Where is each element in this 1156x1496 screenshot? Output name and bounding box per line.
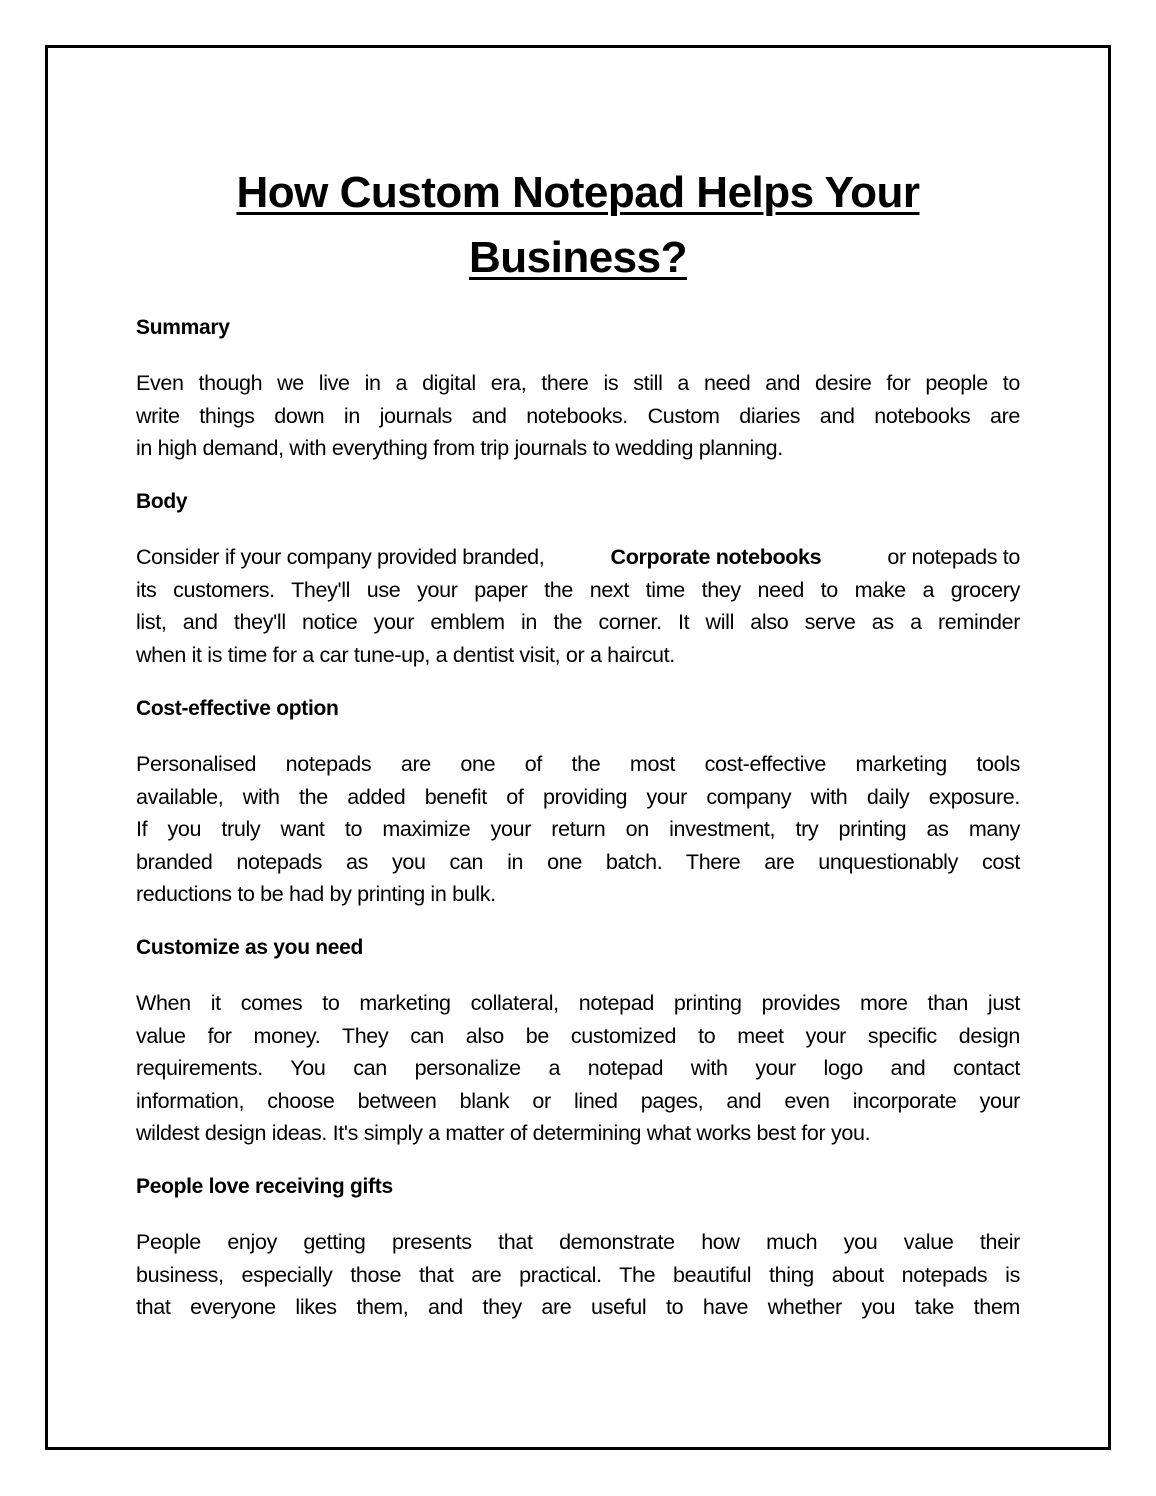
paragraph-line: reductions to be had by printing in bulk. — [136, 882, 496, 906]
paragraph-line: When it comes to marketing collateral, notepad printing provides more than just — [136, 991, 1020, 1015]
section-heading: Cost-effective option — [136, 697, 339, 720]
paragraph-line — [136, 541, 1020, 574]
paragraph-line: wildest design ideas. It's simply a matter of determining what works best for you. — [136, 1121, 871, 1145]
paragraph-line: Even though we live in a digital era, there is still a need and desire for people to — [136, 371, 1020, 395]
paragraph-line: that everyone likes them, and they are useful to have whether you take them — [136, 1295, 1020, 1319]
section-cost-effective-option — [136, 693, 1020, 911]
bold-phrase: Corporate notebooks — [610, 545, 822, 569]
section-heading: Summary — [136, 316, 230, 339]
paragraph-line: business, especially those that are practical. The beautiful thing about notepads is — [136, 1262, 1020, 1287]
section-body — [136, 486, 1020, 671]
text-segment: or notepads to — [881, 545, 1020, 569]
section-heading: Customize as you need — [136, 936, 364, 959]
paragraph — [136, 541, 1020, 671]
paragraph-line: requirements. You can personalize a notepad with your logo and contact — [136, 1056, 1020, 1080]
section-heading: Body — [136, 490, 188, 513]
paragraph-line: its customers. They'll use your paper the next time they need to make a grocery — [136, 577, 1020, 602]
paragraph — [136, 748, 1020, 911]
paragraph-line: information, choose between blank or lined pages, and even incorporate your — [136, 1088, 1020, 1113]
paragraph-line: Personalised notepads are one of the most cost-effective marketing tools — [136, 752, 1020, 776]
title-line-2: Business? — [468, 233, 687, 282]
section-people-love-receiving-gifts — [136, 1171, 1020, 1324]
paragraph-line: People enjoy getting presents that demonstrate how much you value their — [136, 1230, 1020, 1254]
paragraph-line: branded notepads as you can in one batch. There are unquestionably cost — [136, 849, 1020, 874]
document-title — [100, 160, 1056, 290]
section-customize-as-you-need — [136, 932, 1020, 1150]
paragraph-line: If you truly want to maximize your return on investment, try printing as many — [136, 817, 1020, 841]
section-heading: People love receiving gifts — [136, 1175, 393, 1198]
paragraph — [136, 1226, 1020, 1324]
title-line-1: How Custom Notepad Helps Your — [236, 168, 920, 217]
paragraph-line: list, and they'll notice your emblem in the corner. It will also serve as a reminder — [136, 610, 1020, 634]
paragraph-line: write things down in journals and notebooks. Custom diaries and notebooks are — [136, 403, 1020, 428]
paragraph — [136, 987, 1020, 1150]
paragraph-line: in high demand, with everything from trip journals to wedding planning. — [136, 436, 783, 460]
paragraph-line: available, with the added benefit of providing your company with daily exposure. — [136, 784, 1020, 809]
paragraph — [136, 367, 1020, 465]
text-segment: Consider if your company provided branded, — [136, 545, 550, 569]
paragraph-line: value for money. They can also be customized to meet your specific design — [136, 1023, 1020, 1048]
paragraph-line: when it is time for a car tune-up, a dentist visit, or a haircut. — [136, 642, 675, 667]
section-summary — [136, 312, 1020, 465]
